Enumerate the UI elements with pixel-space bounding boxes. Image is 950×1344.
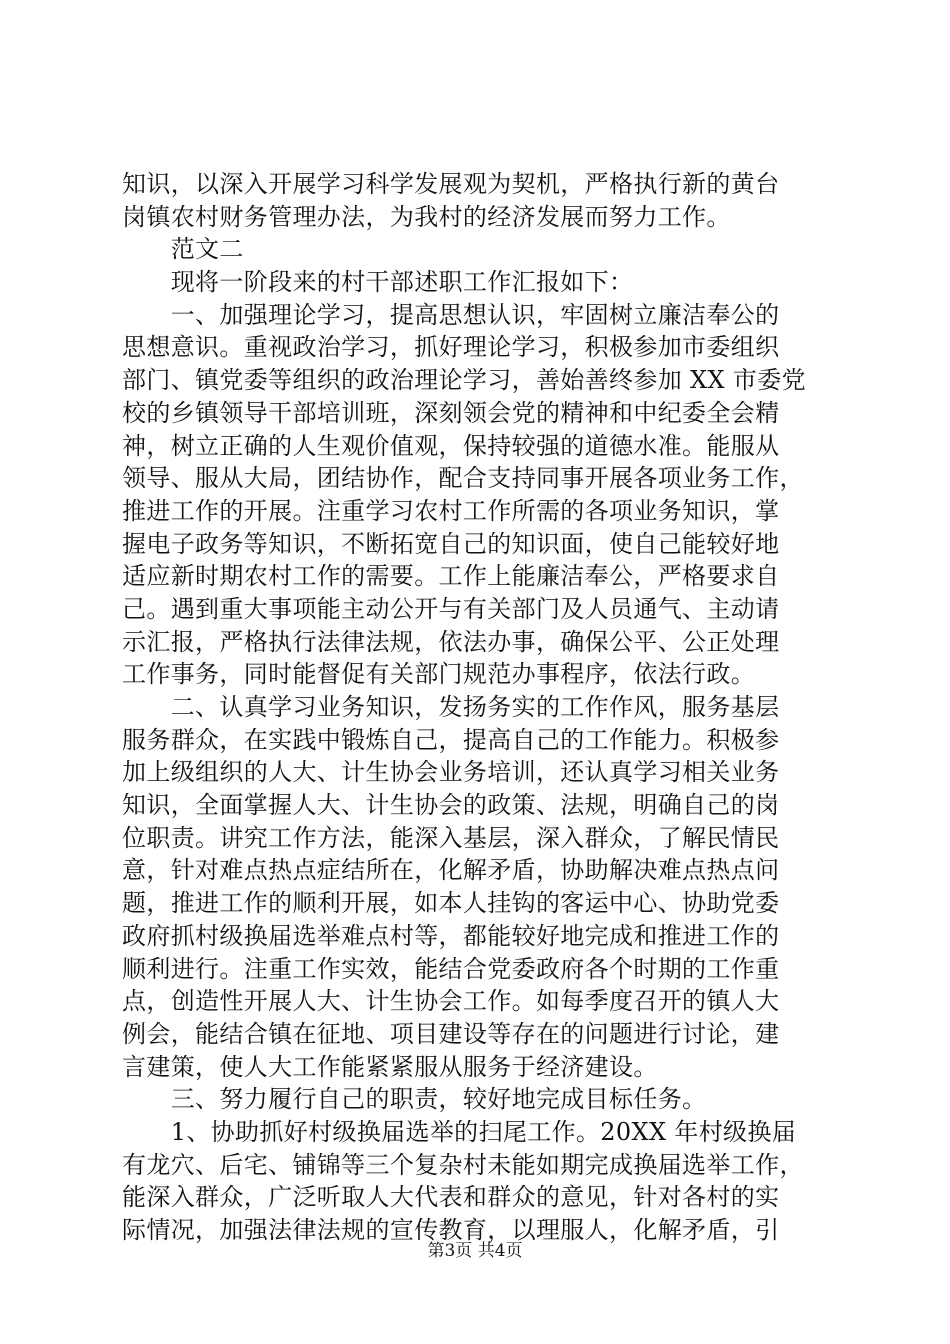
text-line: 有龙穴、后宅、铺锦等三个复杂村未能如期完成换届选举工作， [122,1150,804,1179]
text-line: 服务群众，在实践中锻炼自己，提高自己的工作能力。积极参 [122,725,780,754]
text-line: 握电子政务等知识，不断拓宽自己的知识面，使自己能较好地 [122,529,780,558]
text-line: 校的乡镇领导干部培训班，深刻领会党的精神和中纪委全会精 [122,398,780,427]
text-line: 顺利进行。注重工作实效，能结合党委政府各个时期的工作重 [122,954,780,983]
text-line: 点，创造性开展人大、计生协会工作。如每季度召开的镇人大 [122,987,780,1016]
text-line: 己。遇到重大事项能主动公开与有关部门及人员通气、主动请 [122,594,780,623]
text-line: 思想意识。重视政治学习，抓好理论学习，积极参加市委组织 [122,333,780,362]
text-line: 三、努力履行自己的职责，较好地完成目标任务。 [122,1085,707,1114]
text-line: 题，推进工作的顺利开展，如本人挂钩的客运中心、协助党委 [122,889,780,918]
document-body [122,168,837,1247]
text-line: 位职责。讲究工作方法，能深入基层，深入群众，了解民情民 [122,823,780,852]
text-line: 部门、镇党委等组织的政治理论学习，善始善终参加 XX 市委党 [122,366,806,395]
text-line: 1、协助抓好村级换届选举的扫尾工作。20XX 年村级换届 [122,1117,797,1146]
section-heading: 范文二 [122,235,244,264]
text-line: 示汇报，严格执行法律法规，依法办事，确保公平、公正处理 [122,627,780,656]
text-line: 际情况，加强法律法规的宣传教育，以理服人，化解矛盾，引 [122,1216,780,1244]
text-line: 二、认真学习业务知识，发扬务实的工作作风，服务基层 [122,693,780,721]
text-line: 适应新时期农村工作的需要。工作上能廉洁奉公，严格要求自 [122,562,780,591]
text-line: 意，针对难点热点症结所在，化解矛盾，协助解决难点热点问 [122,856,780,885]
text-line: 知识，以深入开展学习科学发展观为契机，严格执行新的黄台 [122,170,780,198]
text-line: 工作事务，同时能督促有关部门规范办事程序，依法行政。 [122,660,756,689]
text-line: 岗镇农村财务管理办法，为我村的经济发展而努力工作。 [122,202,731,231]
text-line: 一、加强理论学习，提高思想认识，牢固树立廉洁奉公的 [122,300,780,329]
text-line: 知识，全面掌握人大、计生协会的政策、法规，明确自己的岗 [122,791,780,820]
text-line: 能深入群众，广泛听取人大代表和群众的意见，针对各村的实 [122,1183,780,1212]
text-line: 现将一阶段来的村干部述职工作汇报如下： [122,268,634,297]
text-line: 神，树立正确的人生观价值观，保持较强的道德水准。能服从 [122,431,780,460]
text-line: 推进工作的开展。注重学习农村工作所需的各项业务知识，掌 [122,496,780,525]
text-line: 领导、服从大局，团结协作，配合支持同事开展各项业务工作， [122,464,804,493]
text-line: 加上级组织的人大、计生协会业务培训，还认真学习相关业务 [122,758,780,787]
text-line: 言建策，使人大工作能紧紧服从服务于经济建设。 [122,1052,658,1081]
text-line: 政府抓村级换届选举难点村等，都能较好地完成和推进工作的 [122,921,780,950]
page-number-footer: 第3页 共4页 [427,1241,523,1261]
text-line: 例会，能结合镇在征地、项目建设等存在的问题进行讨论，建 [122,1019,780,1048]
